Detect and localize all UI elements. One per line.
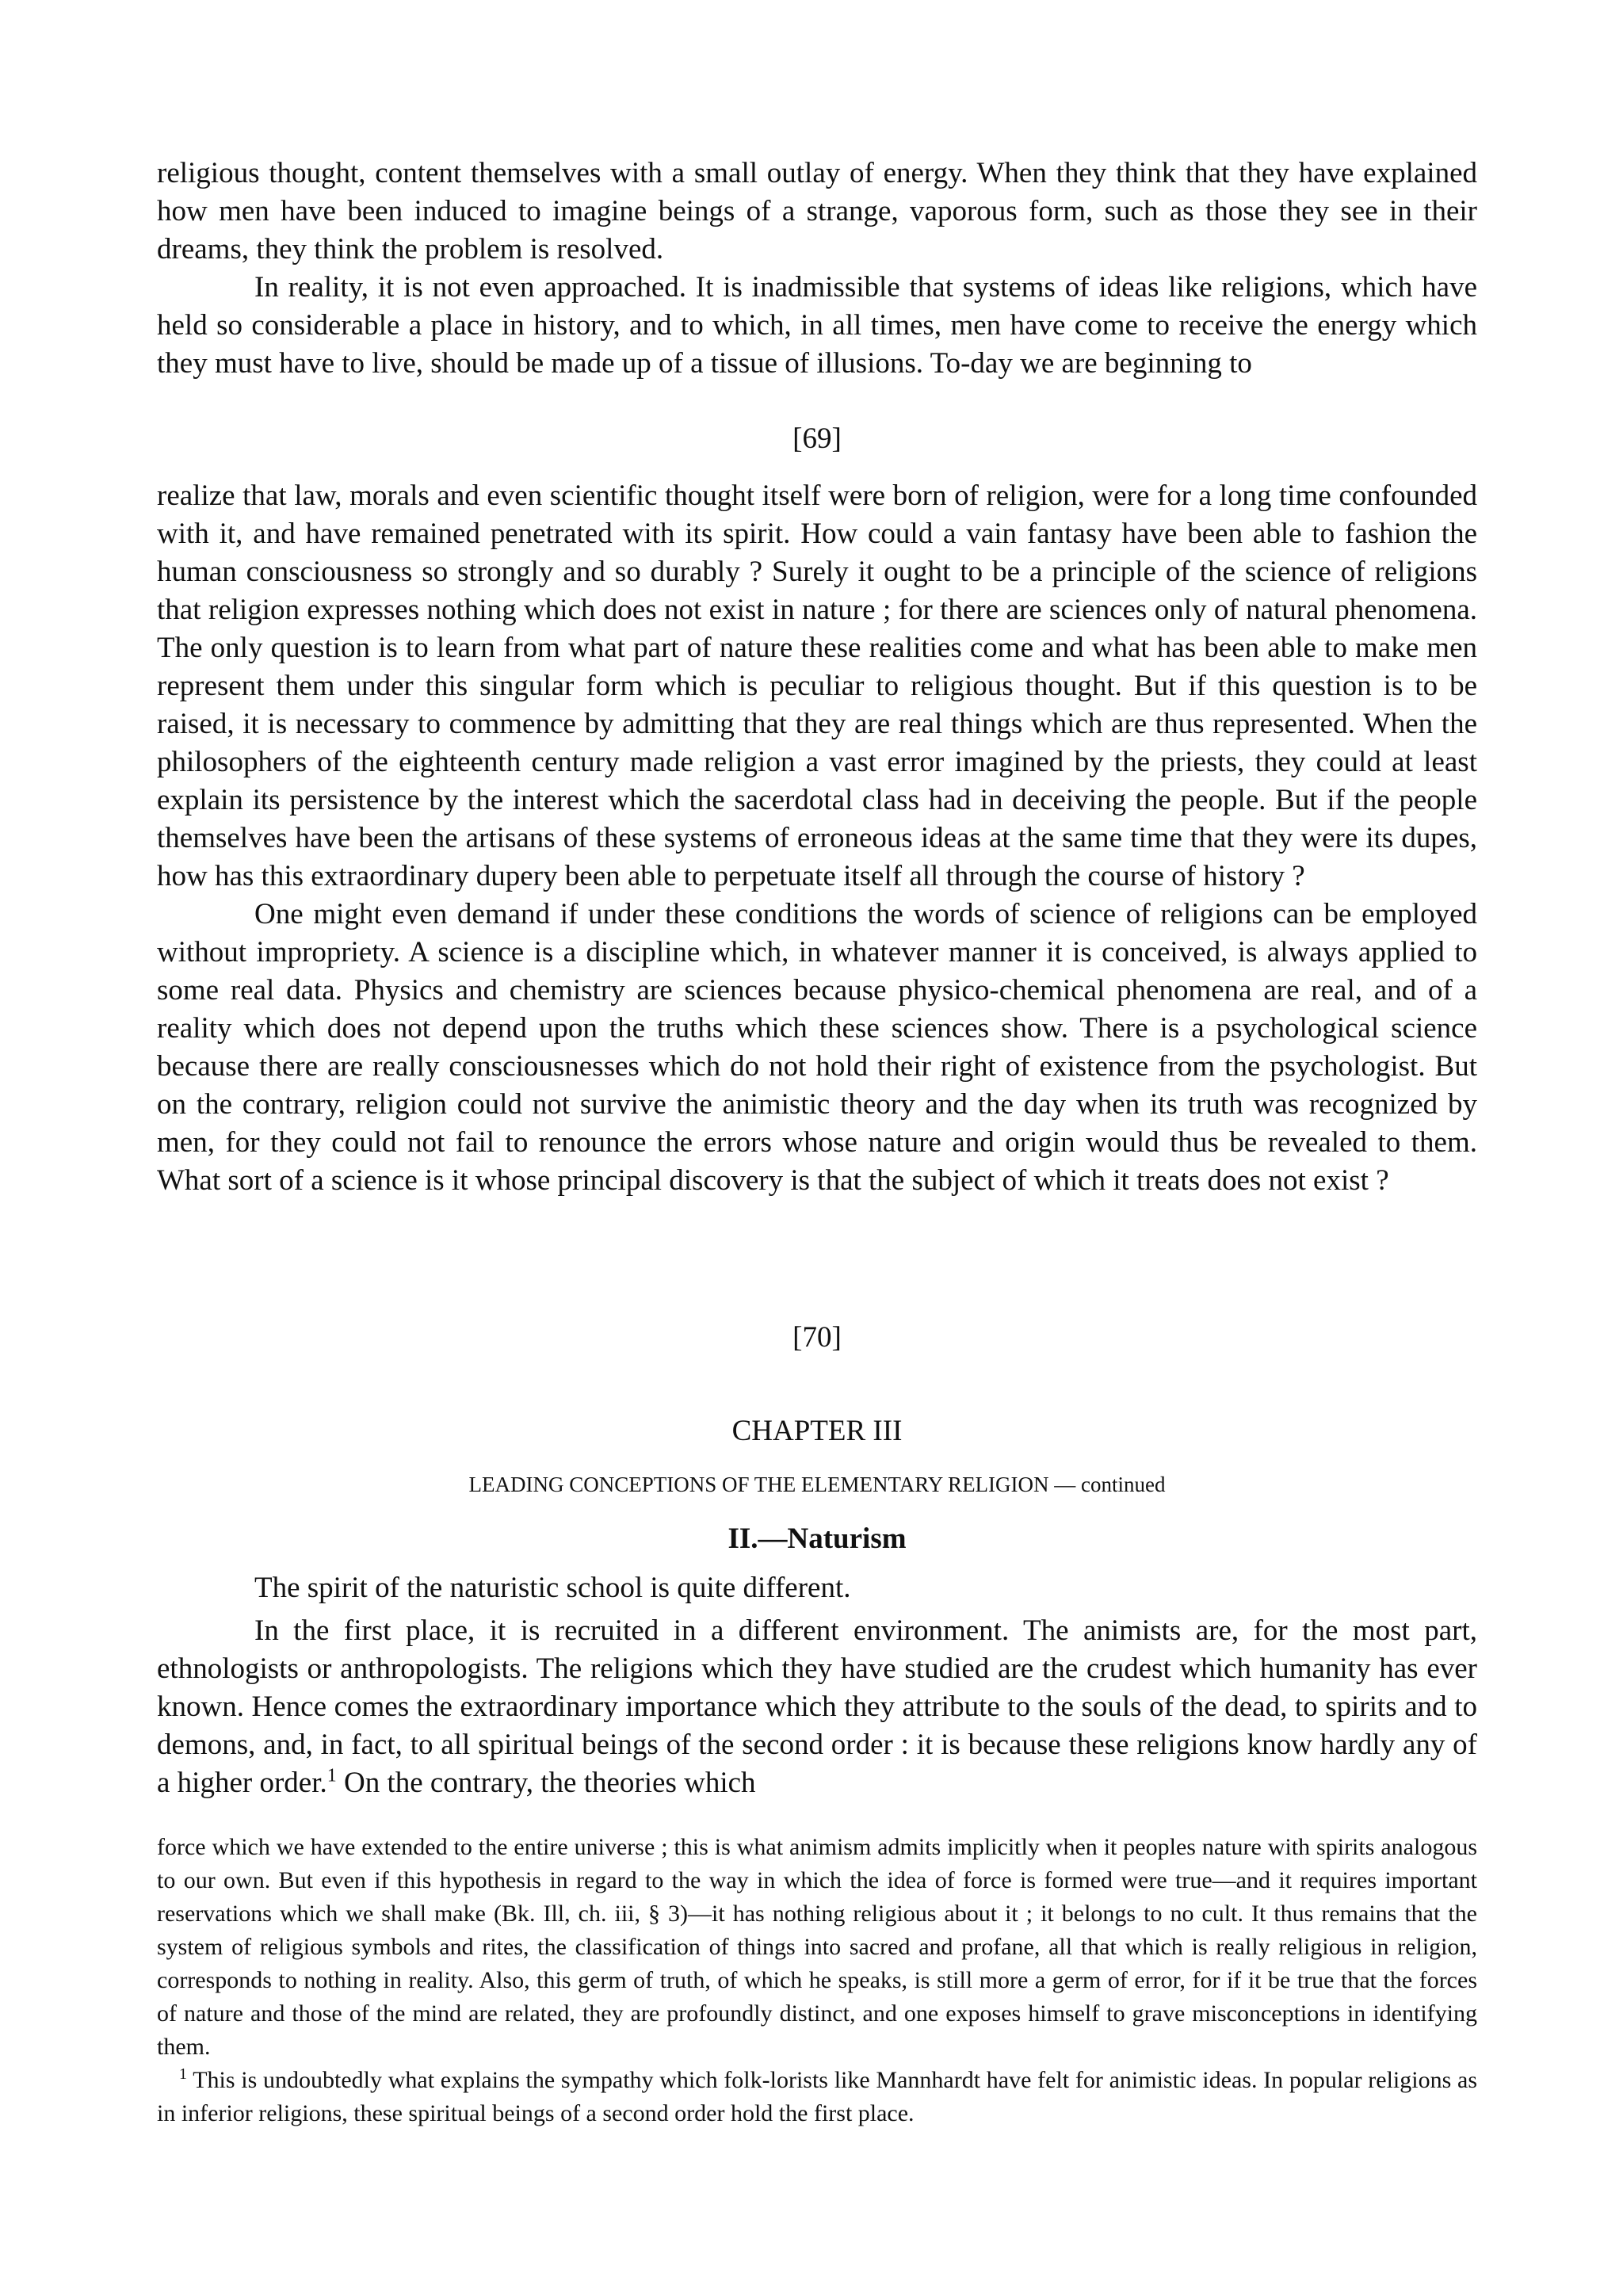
footnote-text: This is undoubtedly what explains the sympathy which folk-lorists like Mannhardt have felt for animistic ideas. In popular religions as in inferior religions, these spiritual beings of a second order hold the first place. bbox=[157, 2067, 1477, 2126]
paragraph: religious thought, content themselves with a small outlay of energy. When they think that they have explained how men have been induced to imagine beings of a strange, vaporous form, such as those they see in their dreams, they think the problem is resolved. bbox=[157, 157, 1477, 266]
footnotes bbox=[157, 1831, 1477, 2130]
paragraph bbox=[157, 1612, 1477, 1802]
body-text-middle bbox=[157, 477, 1477, 1200]
page-marker: [70] bbox=[792, 1321, 842, 1354]
body-text-top bbox=[157, 155, 1477, 383]
section-title: II.—Naturism bbox=[727, 1522, 907, 1555]
paragraph: One might even demand if under these conditions the words of science of religions can be employed without impropriety. A science is a discipline which, in whatever manner it is conceived, is always applied to some real data. Physics and chemistry are sciences because physico-chemical phenomena are real, and of a reality which does not depend upon the truths which these sciences show. There is a psychological science because there are really consciousnesses which do not hold their right of existence from the psychologist. But on the contrary, religion could not survive the animistic theory and the day when its truth was recognized by men, for they could not fail to renounce the errors whose nature and origin would thus be revealed to them. What sort of a science is it whose principal discovery is that the subject of which it treats does not exist ? bbox=[157, 898, 1477, 1197]
footnote bbox=[157, 2064, 1477, 2130]
chapter-subtitle: LEADING CONCEPTIONS OF THE ELEMENTARY RELIGION — continued bbox=[468, 1473, 1166, 1496]
body-text-bottom bbox=[157, 1569, 1477, 1802]
paragraph: In reality, it is not even approached. It is inadmissible that systems of ideas like religions, which have held so considerable a place in history, and to which, in all times, men have come to receive the energy which they must have to live, should be made up of a tissue of illusions. To-day we are beginning to bbox=[157, 271, 1477, 380]
footnote-number: 1 bbox=[179, 2065, 187, 2083]
paragraph-text: On the contrary, the theories which bbox=[336, 1767, 756, 1799]
paragraph: realize that law, morals and even scientific thought itself were born of religion, were for a long time confounded with it, and have remained penetrated with its spirit. How could a vain fantasy have been able to fashion the human consciousness so strongly and so durably ? Surely it ought to be a principle of the science of religions that religion expresses nothing which does not exist in nature ; for there are sciences only of natural phenomena. The only question is to learn from what part of nature these realities come and what has been able to make men represent them under this singular form which is peculiar to religious thought. But if this question is to be raised, it is necessary to commence by admitting that they are real things which are thus represented. When the philosophers of the eighteenth century made religion a vast error imagined by the priests, they could at least explain its persistence by the interest which the sacerdotal class had in deceiving the people. But if the people themselves have been the artisans of these systems of erroneous ideas at the same time that they were its dupes, how has this extraordinary dupery been able to perpetuate itself all through the course of history ? bbox=[157, 479, 1477, 892]
footnote-continued: force which we have extended to the entire universe ; this is what animism admits implicitly when it peoples nature with spirits analogous to our own. But even if this hypothesis in regard to the way in which the idea of force is formed were true—and it requires important reservations which we shall make (Bk. Ill, ch. iii, § 3)—it has nothing religious about it ; it belongs to no cult. It thus remains that the system of religious symbols and rites, the classification of things into sacred and profane, all that which is really religious in religion, corresponds to nothing in reality. Also, this germ of truth, of which he speaks, is still more a germ of error, for if it be true that the forces of nature and those of the mind are related, they are profoundly distinct, and one exposes himself to grave misconceptions in identifying them. bbox=[157, 1834, 1477, 2060]
page-marker: [69] bbox=[792, 422, 842, 455]
chapter-title: CHAPTER III bbox=[731, 1415, 903, 1447]
paragraph-text: In the first place, it is recruited in a different environment. The animists are, for the most part, ethnologists or anthropologists. The religions which they have studied are the crudest which humanity has ever known. Hence comes the extraordinary importance which they attribute to the souls of the dead, to spirits and to demons, and, in fact, to all spiritual beings of the second order : it is because these religions know hardly any of a higher order. bbox=[157, 1614, 1477, 1799]
footnote-reference: 1 bbox=[327, 1765, 337, 1786]
paragraph: The spirit of the naturistic school is quite different. bbox=[254, 1572, 851, 1604]
